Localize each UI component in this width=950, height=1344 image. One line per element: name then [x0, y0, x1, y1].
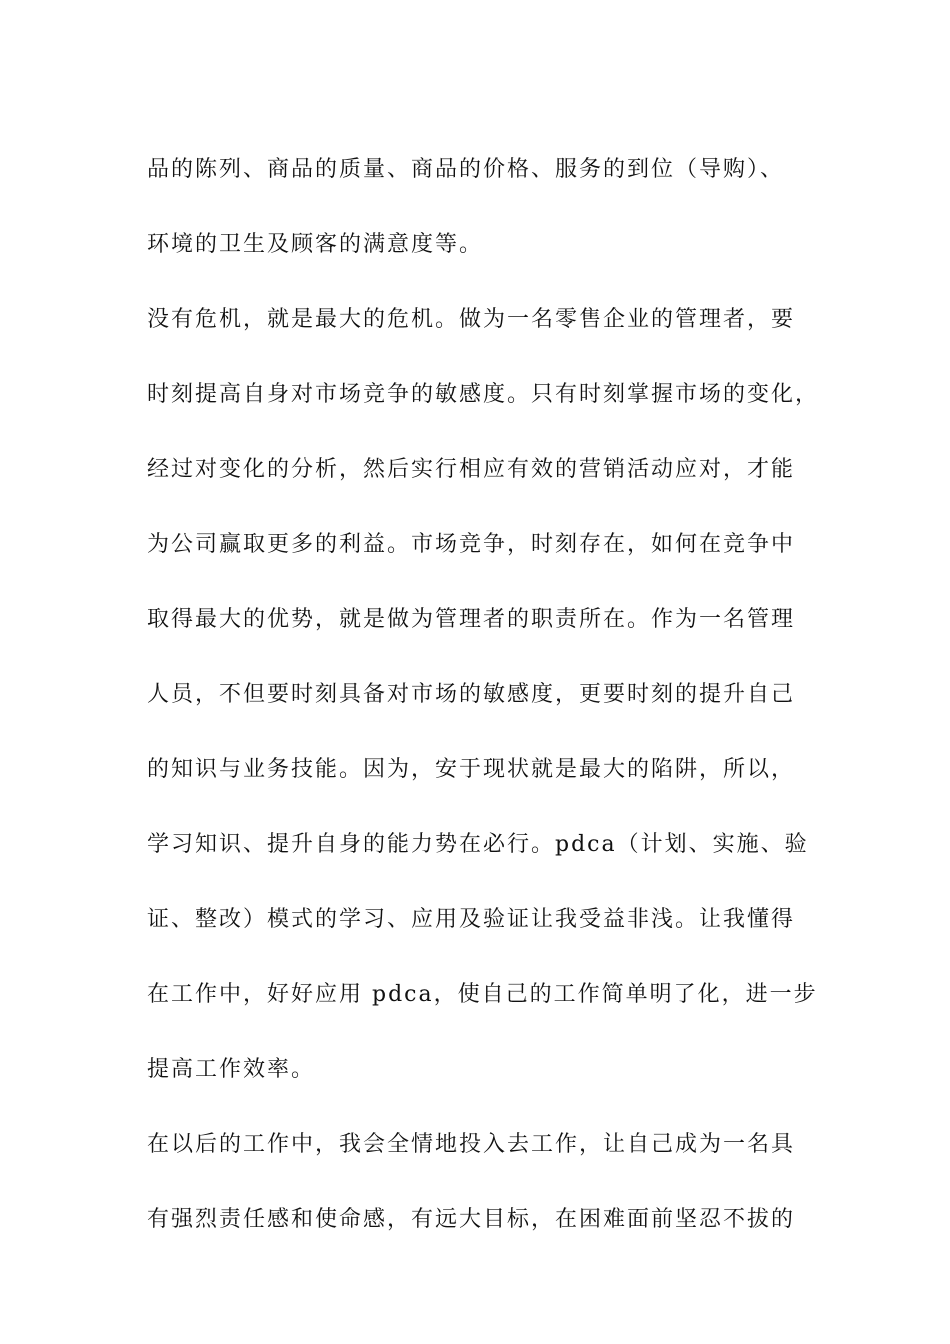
text-line: 经过对变化的分析，然后实行相应有效的营销活动应对，才能	[147, 457, 796, 482]
text-line: 有强烈责任感和使命感，有远大目标，在困难面前坚忍不拔的	[147, 1207, 796, 1232]
text-line: 学习知识、提升自身的能力势在必行。pdca（计划、实施、验	[147, 832, 809, 857]
text-line: 为公司赢取更多的利益。市场竞争，时刻存在，如何在竞争中	[147, 532, 796, 557]
document-body	[147, 132, 837, 1257]
text-line: 在以后的工作中，我会全情地投入去工作，让自己成为一名具	[147, 1132, 796, 1157]
text-line: 品的陈列、商品的质量、商品的价格、服务的到位（导购）、	[147, 157, 785, 182]
text-line: 环境的卫生及顾客的满意度等。	[147, 232, 484, 257]
text-line: 的知识与业务技能。因为，安于现状就是最大的陷阱，所以，	[147, 757, 796, 782]
text-line: 取得最大的优势，就是做为管理者的职责所在。作为一名管理	[147, 607, 796, 632]
text-line: 没有危机，就是最大的危机。做为一名零售企业的管理者，要	[147, 307, 796, 332]
text-line: 时刻提高自身对市场竞争的敏感度。只有时刻掌握市场的变化，	[147, 382, 820, 407]
text-line: 在工作中，好好应用 pdca，使自己的工作简单明了化，进一步	[147, 982, 818, 1007]
text-line: 人员，不但要时刻具备对市场的敏感度，更要时刻的提升自己	[147, 682, 796, 707]
text-line: 证、整改）模式的学习、应用及验证让我受益非浅。让我懂得	[147, 907, 796, 932]
text-line: 提高工作效率。	[147, 1057, 316, 1082]
